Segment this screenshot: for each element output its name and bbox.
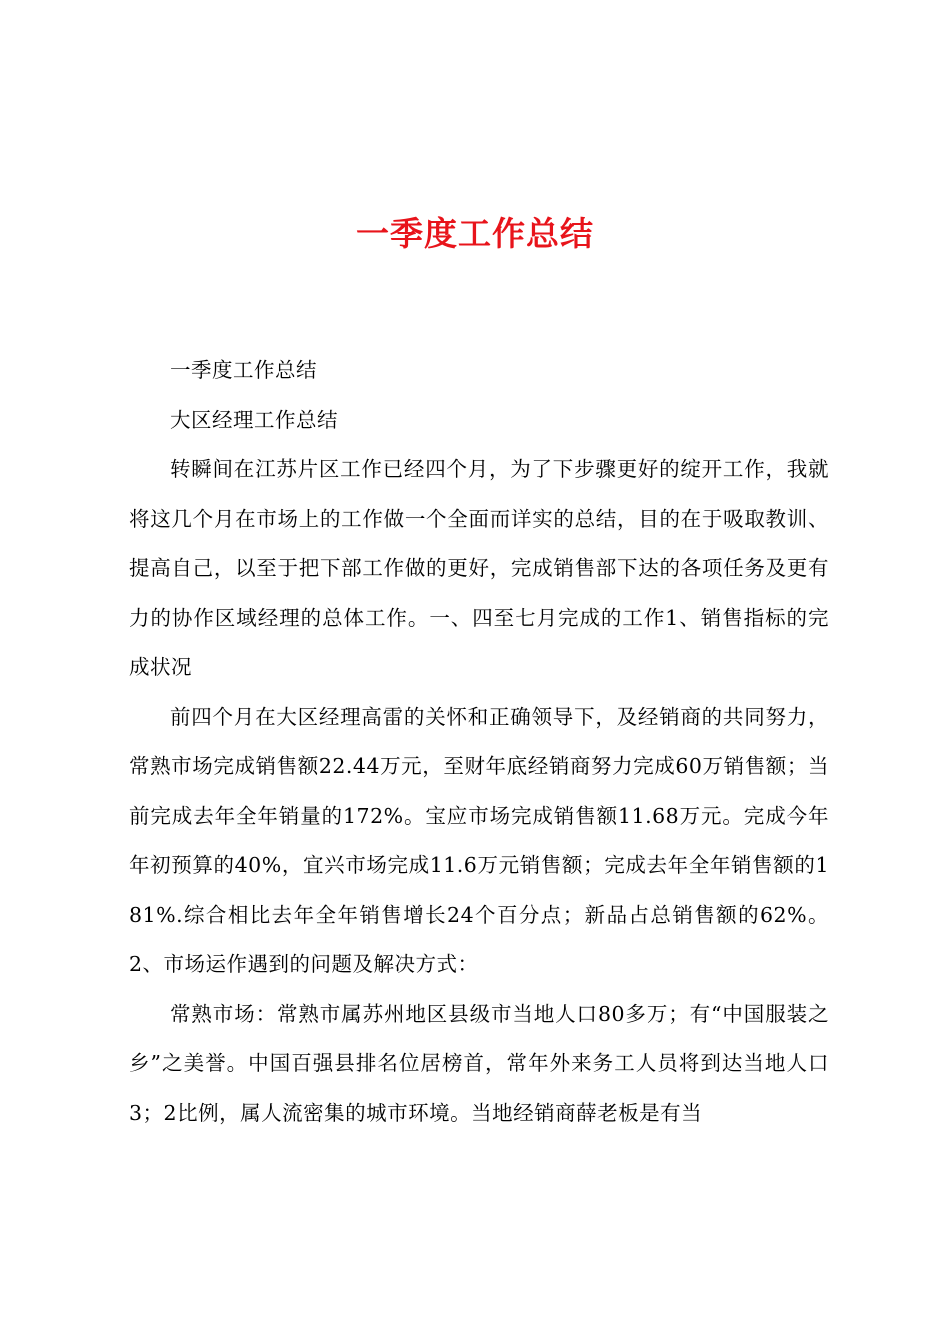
paragraph-heading-1: 一季度工作总结 (170, 358, 317, 382)
paragraph-intro: 转瞬间在江苏片区工作已经四个月，为了下步骤更好的绽开工作，我就将这几个月在市场上的工作做一个全面而详实的总结，目的在于吸取教训、提高自己，以至于把下部工作做的更好，完成销售部下达的各项任务及更有力的协作区域经理的总体工作。一、四至七月完成的工作1、销售指标的完成状况 (129, 457, 829, 679)
document-title: 一季度工作总结 (356, 214, 594, 253)
paragraph-changshu-market: 常熟市场：常熟市属苏州地区县级市当地人口80多万；有“中国服装之乡”之美誉。中国百强县排名位居榜首，常年外来务工人员将到达当地人口3；2比例，属人流密集的城市环境。当地经销商薛老板是有当 (129, 1001, 829, 1125)
paragraph-heading-2: 大区经理工作总结 (170, 407, 338, 432)
document-body (129, 346, 829, 1138)
paragraph-sales-results: 前四个月在大区经理高雷的关怀和正确领导下，及经销商的共同努力，常熟市场完成销售额22.44万元，至财年底经销商努力完成60万销售额；当前完成去年全年销量的172%。宝应市场完成销售额11.68万元。完成今年年初预算的40%，宜兴市场完成11.6万元销售额；完成去年全年销售额的181%.综合相比去年全年销售增长24个百分点；新品占总销售额的62%。2、市场运作遇到的问题及解决方式： (129, 704, 829, 976)
